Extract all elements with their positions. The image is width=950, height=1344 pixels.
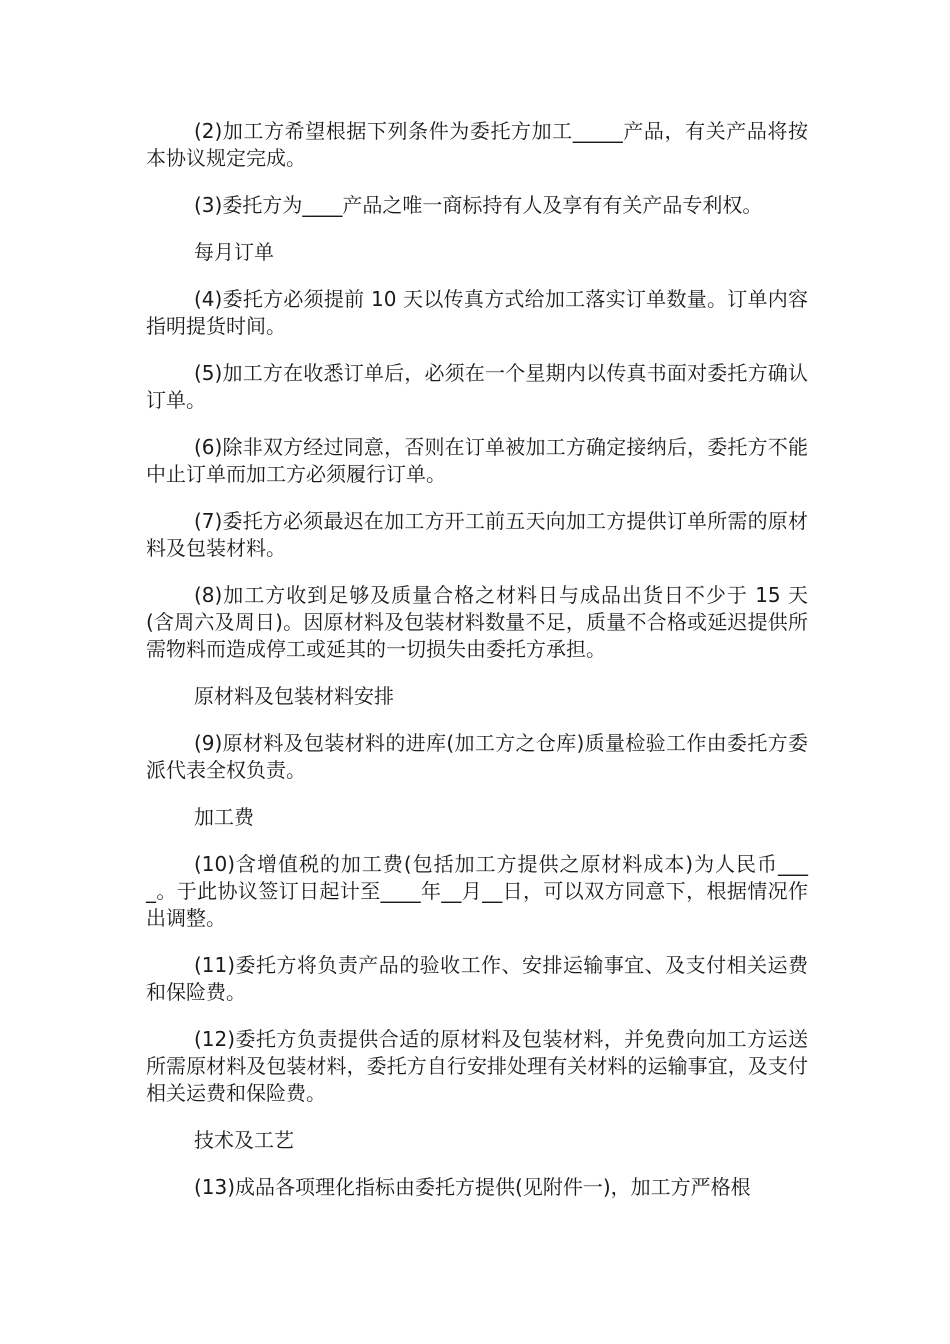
- clause-11: (11)委托方将负责产品的验收工作、安排运输事宜、及支付相关运费和保险费。: [146, 953, 808, 1004]
- clause-4: (4)委托方必须提前 10 天以传真方式给加工落实订单数量。订单内容指明提货时间。: [146, 287, 808, 338]
- section-heading-processing-fee: 加工费: [194, 805, 254, 829]
- clause-2: (2)加工方希望根据下列条件为委托方加工_____产品，有关产品将按本协议规定完成。: [146, 119, 808, 170]
- clause-12: (12)委托方负责提供合适的原材料及包装材料，并免费向加工方运送所需原材料及包装材料，委托方自行安排处理有关材料的运输事宜，及支付相关运费和保险费。: [146, 1027, 808, 1105]
- clause-7: (7)委托方必须最迟在加工方开工前五天向加工方提供订单所需的原材料及包装材料。: [146, 509, 808, 560]
- clause-3: (3)委托方为____产品之唯一商标持有人及享有有关产品专利权。: [194, 193, 763, 217]
- clause-5: (5)加工方在收悉订单后，必须在一个星期内以传真书面对委托方确认订单。: [146, 361, 808, 412]
- section-heading-monthly-orders: 每月订单: [194, 240, 274, 264]
- clause-13: (13)成品各项理化指标由委托方提供(见附件一)，加工方严格根: [194, 1175, 751, 1199]
- clause-10: (10)含增值税的加工费(包括加工方提供之原材料成本)为人民币____。于此协议签订日起计至____年__月__日，可以双方同意下，根据情况作出调整。: [146, 852, 808, 930]
- clause-8: (8)加工方收到足够及质量合格之材料日与成品出货日不少于 15 天(含周六及周日)。因原材料及包装材料数量不足，质量不合格或延迟提供所需物料而造成停工或延其的一切损失由委托方承担。: [146, 583, 808, 661]
- section-heading-technology: 技术及工艺: [194, 1128, 294, 1152]
- clause-9: (9)原材料及包装材料的进库(加工方之仓库)质量检验工作由委托方委派代表全权负责。: [146, 731, 808, 782]
- clause-6: (6)除非双方经过同意，否则在订单被加工方确定接纳后，委托方不能中止订单而加工方必须履行订单。: [146, 435, 808, 486]
- document-page: [146, 118, 808, 1221]
- section-heading-materials: 原材料及包装材料安排: [194, 684, 394, 708]
